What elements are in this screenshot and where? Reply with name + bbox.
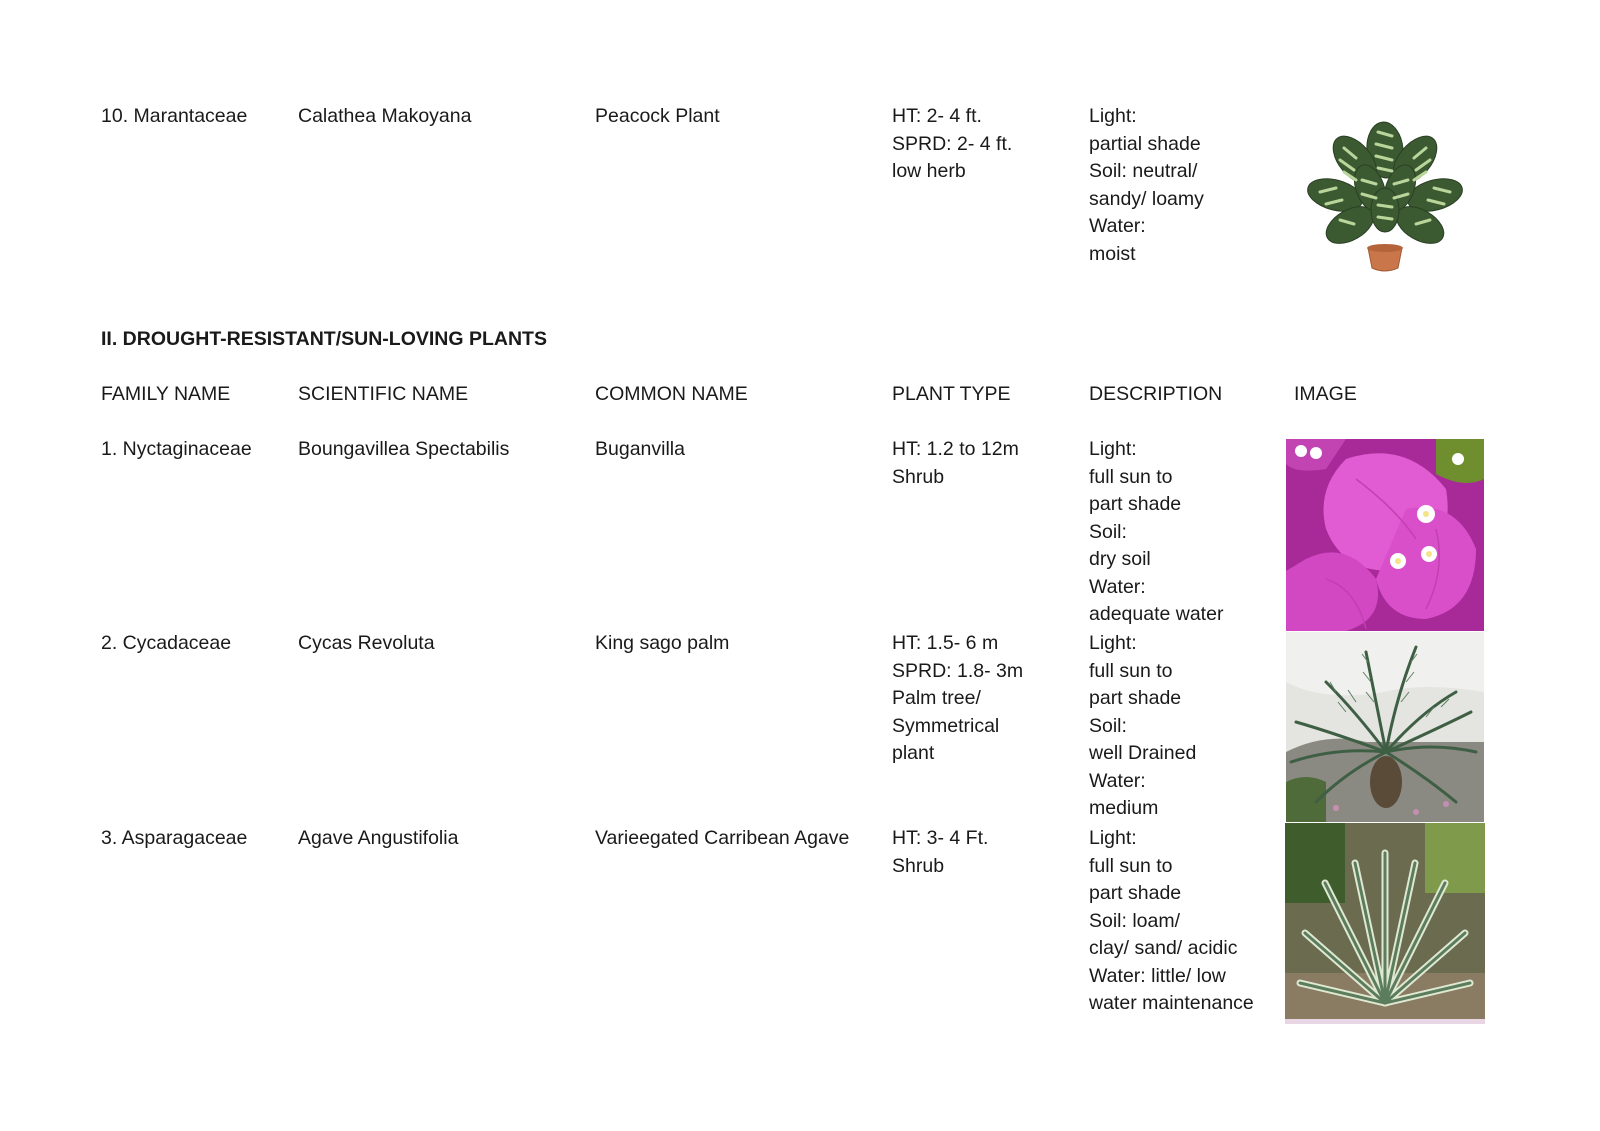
description-line: adequate water xyxy=(1089,603,1224,625)
plant-type xyxy=(892,825,988,880)
description-line: Light: xyxy=(1089,438,1137,460)
description xyxy=(1089,630,1196,823)
plant-type-line: HT: 1.2 to 12m xyxy=(892,438,1019,460)
description-line: part shade xyxy=(1089,687,1182,709)
description-line: moist xyxy=(1089,242,1136,265)
description-line: Soil: xyxy=(1089,520,1127,543)
description-line: Water: xyxy=(1089,575,1146,598)
scientific-name: Boungavillea Spectabilis xyxy=(298,438,510,460)
description-line: well Drained xyxy=(1089,742,1197,764)
scientific-name: Calathea Makoyana xyxy=(298,105,472,127)
description xyxy=(1089,103,1204,268)
description xyxy=(1089,436,1223,629)
plant-type-line: Palm tree/ xyxy=(892,687,981,709)
description-line: clay/ sand/ acidic xyxy=(1089,937,1238,959)
family-name: 10. Marantaceae xyxy=(101,105,248,127)
common-name: Varieegated Carribean Agave xyxy=(595,827,850,849)
description-line: full sun to xyxy=(1089,854,1173,877)
header-common-name: COMMON NAME xyxy=(595,383,748,405)
description-line: medium xyxy=(1089,797,1159,819)
description-line: sandy/ loamy xyxy=(1089,187,1204,210)
common-name: Peacock Plant xyxy=(595,105,720,127)
description-line: water maintenance xyxy=(1089,992,1254,1014)
description-line: Light: xyxy=(1089,632,1137,654)
description-line: Water: xyxy=(1089,769,1146,792)
plant-type-line: Symmetrical xyxy=(892,714,1000,737)
common-name: King sago palm xyxy=(595,632,730,654)
plant-type-line: SPRD: 1.8- 3m xyxy=(892,659,1024,682)
plant-type-line: Shrub xyxy=(892,854,945,877)
bougainvillea-photo xyxy=(1286,439,1484,631)
plant-type-line: SPRD: 2- 4 ft. xyxy=(892,132,1013,155)
header-plant-type: PLANT TYPE xyxy=(892,383,1011,405)
family-name: 2. Cycadaceae xyxy=(101,632,232,654)
section-title: II. DROUGHT-RESISTANT/SUN-LOVING PLANTS xyxy=(101,328,547,350)
description-line: Light: xyxy=(1089,105,1137,127)
description-line: full sun to xyxy=(1089,659,1173,682)
description-line: dry soil xyxy=(1089,548,1151,570)
header-description: DESCRIPTION xyxy=(1089,383,1223,405)
plant-type-line: HT: 3- 4 Ft. xyxy=(892,827,989,849)
description-line: Water: xyxy=(1089,215,1146,237)
description-line: full sun to xyxy=(1089,465,1173,488)
plant-type-line: plant xyxy=(892,742,935,764)
description-line: Soil: loam/ xyxy=(1089,909,1181,932)
plant-type-line: low herb xyxy=(892,160,966,182)
description-line: part shade xyxy=(1089,493,1182,515)
scientific-name: Agave Angustifolia xyxy=(298,827,459,849)
common-name: Buganvilla xyxy=(595,438,685,460)
description-line: Light: xyxy=(1089,827,1137,849)
scientific-name: Cycas Revoluta xyxy=(298,632,435,654)
plant-type-line: HT: 1.5- 6 m xyxy=(892,632,999,654)
header-image: IMAGE xyxy=(1294,383,1357,405)
description-line: Soil: neutral/ xyxy=(1089,160,1198,182)
plant-type xyxy=(892,436,1019,491)
plant-type-line: Shrub xyxy=(892,465,945,488)
header-scientific-name: SCIENTIFIC NAME xyxy=(298,383,469,405)
description-line: part shade xyxy=(1089,882,1182,904)
sago-palm-photo xyxy=(1286,632,1484,822)
potted-calathea-image xyxy=(1300,110,1470,280)
header-family-name: FAMILY NAME xyxy=(101,383,231,405)
description-line: Water: little/ low xyxy=(1089,964,1226,987)
plant-type-line: HT: 2- 4 ft. xyxy=(892,105,982,127)
family-name: 3. Asparagaceae xyxy=(101,827,248,849)
agave-photo xyxy=(1285,823,1485,1024)
family-name: 1. Nyctaginaceae xyxy=(101,438,252,460)
plant-type xyxy=(892,630,1023,768)
description-line: partial shade xyxy=(1089,132,1201,155)
description-line: Soil: xyxy=(1089,714,1127,737)
description xyxy=(1089,825,1254,1018)
plant-type xyxy=(892,103,1012,186)
